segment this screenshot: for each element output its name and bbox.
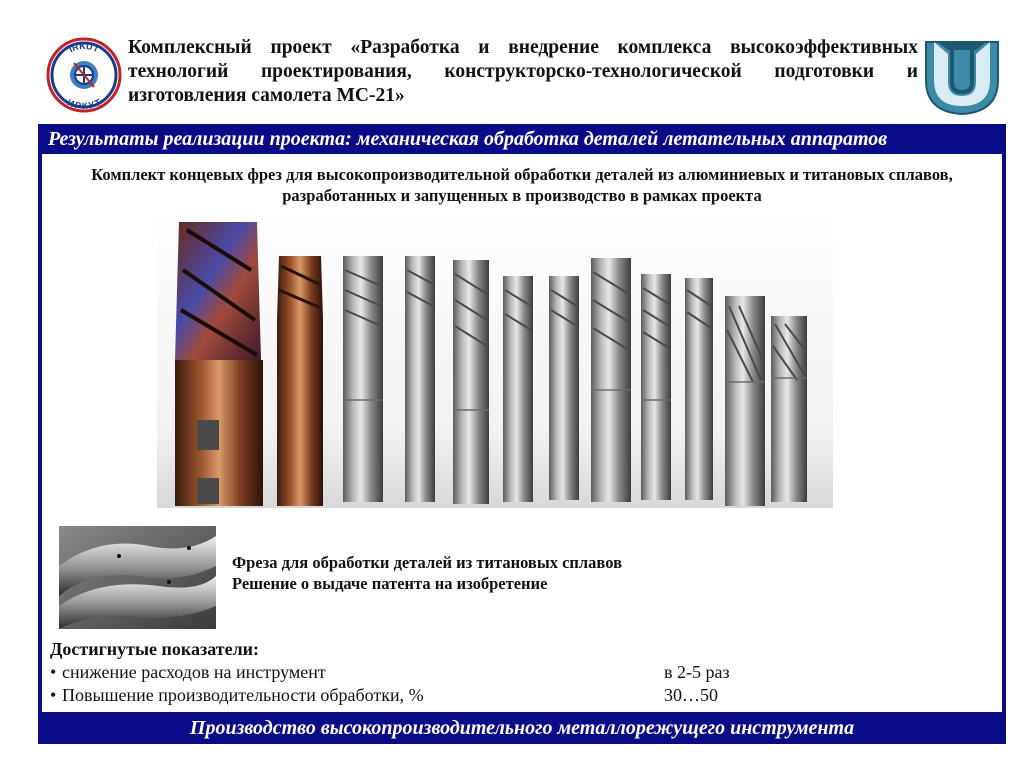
logo-text-bottom: ИРКУТ (65, 97, 103, 112)
end-mills-photo (157, 210, 833, 508)
result-row (50, 684, 990, 707)
result-row (50, 661, 990, 684)
content-panel (42, 154, 1002, 712)
irkut-logo (46, 37, 122, 113)
achieved-results (50, 638, 990, 707)
titanium-cutter-caption (232, 552, 622, 594)
cutters-subtitle: Комплект концевых фрез для высокопроизводительной обработки деталей из алюминиевых и титановых сплавов, разработанных и запущенных в производство в рамках проекта (91, 165, 953, 205)
result-value: 30…50 (664, 685, 718, 705)
content-frame (38, 124, 1006, 744)
bullet: • (50, 662, 57, 682)
result-label: Повышение производительности обработки, % (62, 685, 424, 705)
logo-text-top: IRKUT (67, 40, 101, 55)
result-value: в 2-5 раз (664, 662, 730, 682)
caption-line-1: Фреза для обработки деталей из титановых сплавов (232, 553, 622, 572)
bullet: • (50, 685, 57, 705)
result-label: снижение расходов на инструмент (62, 662, 326, 682)
titanium-cutter-closeup (59, 526, 216, 629)
results-heading: Достигнутые показатели: (50, 639, 260, 659)
caption-line-2: Решение о выдаче патента на изобретение (232, 574, 548, 593)
section-footer: Производство высокопроизводительного металлорежущего инструмента (189, 717, 855, 739)
university-logo (924, 36, 1000, 116)
section-title: Результаты реализации проекта: механическая обработка деталей летательных аппаратов (48, 128, 888, 150)
header-title: Комплексный проект «Разработка и внедрение комплекса высокоэффективных технологий проектирования, конструкторско-технологической подготовки и изготовления самолета МС-21» (128, 37, 918, 106)
